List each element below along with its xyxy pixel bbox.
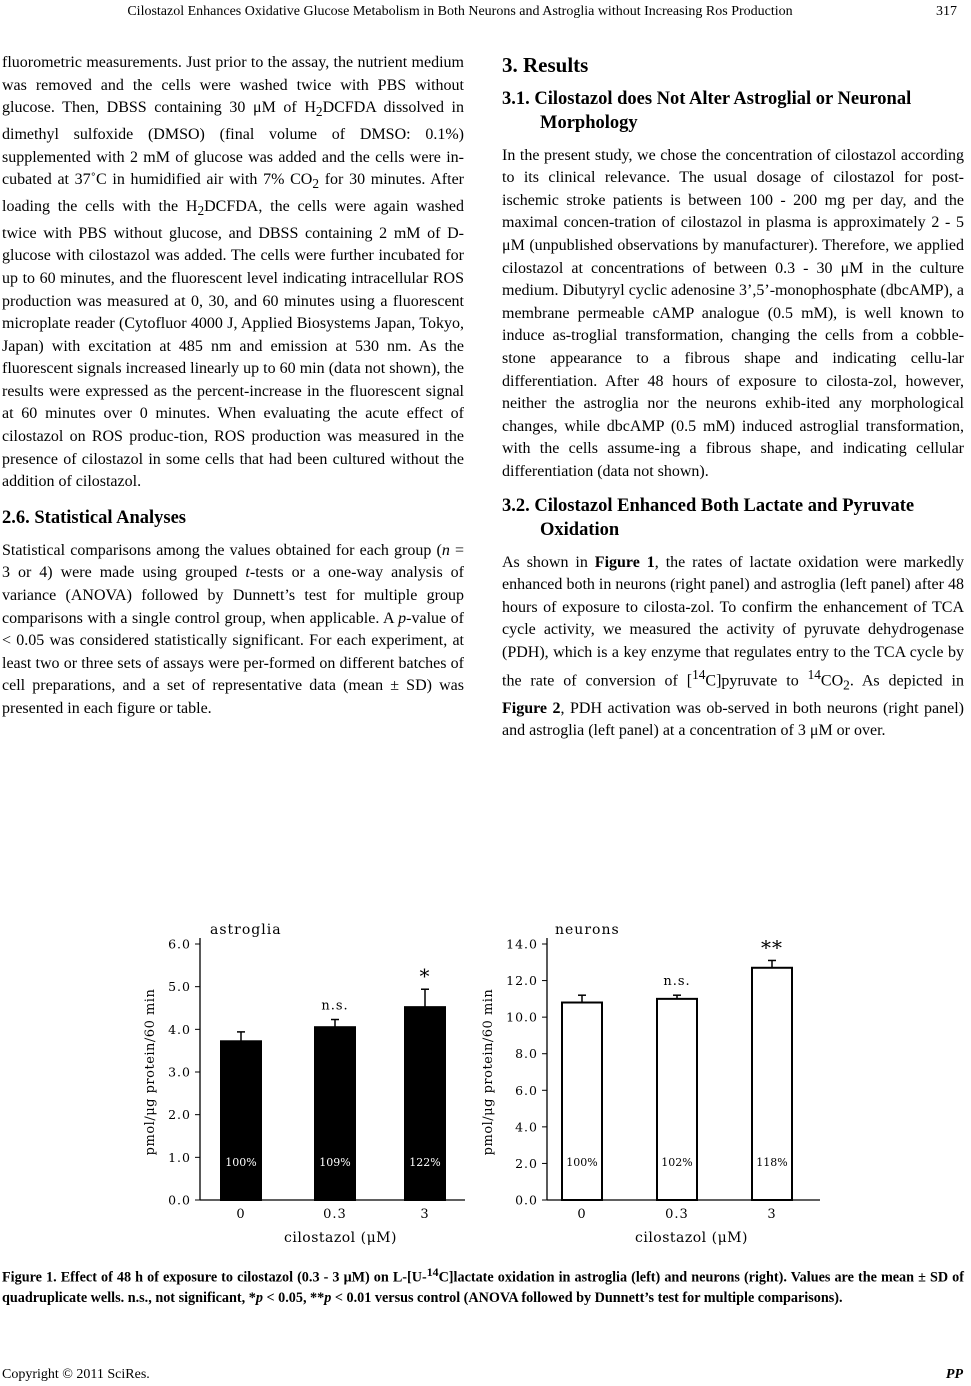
text-run: DCFDA dissolved in dimethyl sulfoxide (DMSO) (final volume of DMSO: 0.1%) supplemented with 2 mM of glucose was added and the cells were in-cubated at 37˚C in humidified air with 7% CO	[2, 99, 464, 189]
text-run: , the rates of lactate oxidation were markedly enhanced both in neurons (right panel) and astroglia (left panel) after 48 hours of exposure to cilosta-zol. To confirm the enhancement of TCA cycle activity, we measured the activity of pyruvate dehydrogenase (PDH), which is a key enzyme that regulates entry to the TCA cycle by the rate of conversion of [	[502, 553, 965, 690]
subscript: 2	[315, 104, 323, 120]
subsection-heading-morphology: 3.1. Cilostazol does Not Alter Astroglial or Neuronal Morphology	[502, 88, 912, 133]
y-axis-label: pmol/μg protein/60 min	[481, 988, 496, 1156]
italic-run: p	[255, 1289, 263, 1306]
superscript: 14	[807, 667, 821, 683]
x-tick-label: 0.3	[323, 1207, 347, 1222]
y-tick-label: 4.0	[515, 1119, 538, 1135]
neurons-chart	[481, 922, 820, 1246]
text-run: -tests or a one-way analysis of variance (ANOVA) followed by Dunnett’s test for multiple group comparisons with a single control group, when applicable. A	[2, 564, 464, 627]
significance-label: **	[761, 935, 783, 960]
x-axis-label: cilostazol (μM)	[635, 1230, 748, 1246]
subscript: 2	[197, 203, 205, 219]
italic-run: p	[398, 609, 407, 627]
y-tick-label: 2.0	[168, 1107, 191, 1123]
lactate-paragraph	[502, 552, 964, 743]
subscript: 2	[843, 677, 850, 693]
text-run: Figure 1. Effect of 48 h of exposure to cilostazol (0.3 - 3 μM) on L-[U-	[2, 1269, 427, 1286]
figure-ref: Figure 1	[594, 553, 655, 571]
y-tick-label: 2.0	[515, 1155, 538, 1171]
morphology-paragraph: In the present study, we chose the concentration of cilostazol according to its clinical relevance. The usual dosage of cilostazol for post-ischemic stroke patients is between 100 - 200 mg per day, and the maximal concen-tration of cilostazol in plasma is approximately 2 - 5 μM (unpublished observations by manufacturer). Therefore, we applied cilostazol at concentrations of between 0.3 - 30 μM in the culture medium. Dibutyryl cyclic adenosine 3’,5’-monophosphate (dbcAMP), a membrane permeable cAMP analogue (0.5 mM), is well known to induce as-troglial transformation, changing the cells from a cobble-stone appearance to a fibrous shape and indicating cellu-lar differentiation. After 48 hours of exposure to cilosta-zol, however, neither the astroglia nor the neurons exhib-ited any morphological changes, while dbcAMP (0.5 mM) induced astroglial transformation, with the cells assume-ing a fibrous shape, and indicating cellular differentiation (data not shown).	[502, 146, 964, 480]
italic-run: t	[245, 564, 250, 582]
y-tick-label: 4.0	[168, 1021, 191, 1037]
astroglia-chart	[143, 922, 465, 1246]
bar	[562, 1003, 602, 1200]
text-run: < 0.05, **	[262, 1289, 325, 1306]
text-run: , PDH activation was ob-served in both neurons (right panel) and astroglia (left panel) at a concentration of 3 μM or over.	[502, 699, 964, 740]
bar-percent-label: 118%	[756, 1156, 788, 1169]
y-tick-label: 0.0	[168, 1192, 191, 1208]
text-run: fluorometric measurements. Just prior to the assay, the nutrient medium was removed and the cells were washed twice with PBS without glucose. Then, DBSS containing 30 μM of H	[2, 54, 464, 117]
bar	[405, 1007, 445, 1200]
figure-1-charts	[140, 918, 830, 1248]
figure-caption	[2, 1262, 964, 1308]
x-tick-label: 0.3	[665, 1207, 689, 1222]
bar-percent-label: 122%	[409, 1156, 441, 1169]
figure-ref: Figure 2	[502, 699, 561, 717]
results-heading: 3. Results	[502, 53, 589, 77]
y-tick-label: 3.0	[168, 1064, 191, 1080]
text-run: -value of < 0.05 was considered statistically significant. For each experiment, at least two or three sets of assays were per-formed on different batches of cell preparations, and a set of representative data (mean ± SD) was presented in each figure or table.	[2, 609, 464, 717]
y-tick-label: 8.0	[515, 1046, 538, 1062]
text-run: As shown in	[502, 553, 595, 571]
superscript: 14	[692, 667, 706, 683]
section-heading-statistics: 2.6. Statistical Analyses	[2, 507, 186, 528]
text-run: C]pyruvate to	[705, 672, 808, 690]
y-tick-label: 6.0	[168, 936, 191, 952]
y-tick-label: 6.0	[515, 1082, 538, 1098]
running-title: Cilostazol Enhances Oxidative Glucose Metabolism in Both Neurons and Astroglia without Increasing Ros Production	[127, 4, 793, 19]
significance-label: *	[419, 964, 431, 989]
text-run: . As depicted in	[849, 672, 964, 690]
italic-run: n	[441, 541, 450, 559]
page-header	[0, 4, 971, 26]
subsection-heading-lactate: 3.2. Cilostazol Enhanced Both Lactate and Pyruvate Oxidation	[502, 495, 915, 540]
y-tick-label: 12.0	[506, 973, 538, 989]
italic-run: p	[324, 1289, 332, 1306]
x-tick-label: 0	[236, 1207, 246, 1222]
superscript: 14	[426, 1265, 439, 1279]
page-number: 317	[936, 4, 957, 19]
bar-percent-label: 100%	[225, 1156, 257, 1169]
bar-percent-label: 100%	[566, 1156, 598, 1169]
bar-percent-label: 109%	[319, 1156, 351, 1169]
significance-label: n.s.	[663, 974, 691, 990]
text-run: C]lactate oxidation in astroglia (left) and neurons (right). Values are the mean ± SD of quadruplicate wells. n.s., not significant, *	[2, 1269, 964, 1306]
text-run: < 0.01 versus control (ANOVA followed by Dunnett’s test for multiple comparisons).	[331, 1289, 843, 1306]
right-column	[502, 52, 964, 743]
chart-title: astroglia	[210, 922, 282, 938]
x-tick-label: 3	[767, 1207, 777, 1222]
text-run: for 30 minutes. After loading the cells with the H	[2, 171, 464, 215]
text-run: Statistical comparisons among the values obtained for each group (	[2, 541, 442, 559]
copyright: Copyright © 2011 SciRes.	[2, 1367, 150, 1382]
x-axis-label: cilostazol (μM)	[284, 1230, 397, 1246]
bar	[315, 1027, 355, 1200]
statistics-paragraph	[2, 540, 464, 721]
bar	[657, 999, 697, 1200]
x-tick-label: 3	[420, 1207, 430, 1222]
y-tick-label: 5.0	[168, 979, 191, 995]
bar	[221, 1041, 261, 1200]
left-column	[2, 52, 464, 721]
y-tick-label: 0.0	[515, 1192, 538, 1208]
journal-abbrev: PP	[945, 1367, 963, 1382]
y-tick-label: 10.0	[506, 1009, 538, 1025]
subscript: 2	[312, 176, 320, 192]
figure-1	[140, 918, 830, 1248]
text-run: DCFDA, the cells were again washed twice with PBS without glucose, and DBSS containing 2 mM of D-glucose with cilostazol was added. The cells were further incubated for up to 60 minutes, and the fluorescent level indicating intracellular ROS production was measured at 0, 30, and 60 minutes using a fluorescent microplate reader (Cytofluor 4000 J, Applied Biosystems Japan, Tokyo, Japan) with excitation at 485 nm and emission at 530 nm. As the fluorescent signals increased linearly up to 60 min (data not shown), the results were expressed as the percent-increase in the fluorescent signal at 60 minutes over 0 minutes. When evaluating the acute effect of cilostazol on ROS produc-tion, ROS production was measured in the presence of cilostazol in some cells that had been cultured without the addition of cilostazol.	[2, 197, 464, 491]
y-tick-label: 14.0	[506, 936, 538, 952]
y-tick-label: 1.0	[168, 1149, 191, 1165]
x-tick-label: 0	[577, 1207, 587, 1222]
methods-paragraph	[2, 52, 464, 494]
chart-title: neurons	[555, 922, 620, 938]
significance-label: n.s.	[321, 998, 349, 1014]
text-run: CO	[820, 672, 844, 690]
text-run: = 3 or 4) were made using grouped	[2, 541, 464, 582]
bar-percent-label: 102%	[661, 1156, 693, 1169]
y-axis-label: pmol/μg protein/60 min	[143, 988, 158, 1156]
